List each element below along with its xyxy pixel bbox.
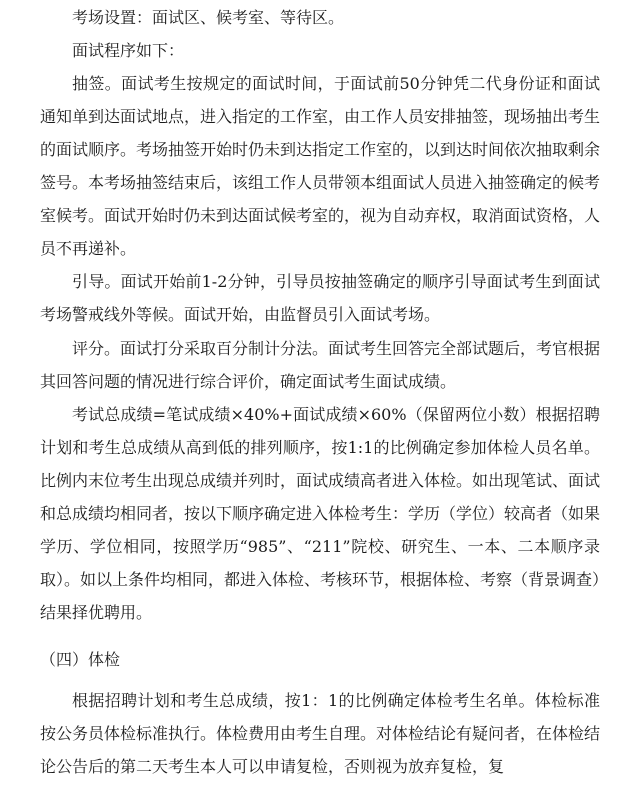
draw-paragraph: 抽签。面试考生按规定的面试时间，于面试前50分钟凭二代身份证和面试通知单到达面试地点，进入指定的工作室，由工作人员安排抽签，现场抽出考生的面试顺序。考场抽签开始时仍未到达指定工作室的，以到达时间依次抽取剩余签号。本考场抽签结束后，该组工作人员带领本组面试人员进入抽签确定的候考室候考。面试开始时仍未到达面试候考室的，视为自动弃权，取消面试资格，人员不再递补。 bbox=[40, 74, 601, 258]
venue-paragraph: 考场设置：面试区、候考室、等待区。 bbox=[72, 8, 345, 27]
score-paragraph: 评分。面试打分采取百分制计分法。面试考生回答完全部试题后，考官根据其回答问题的情况进行综合评价，确定面试考生面试成绩。 bbox=[40, 339, 601, 391]
procedure-intro: 面试程序如下： bbox=[72, 41, 185, 60]
total-score-paragraph: 考试总成绩=笔试成绩×40%+面试成绩×60%（保留两位小数）根据招聘计划和考生总成绩从高到低的排列顺序，按1:1的比例确定参加体检人员名单。比例内末位考生出现总成绩并列时，面试成绩高者进入体检。如出现笔试、面试和总成绩均相同者，按以下顺序确定进入体检考生：学历（学位）较高者（如果学历、学位相同，按照学历“985”、“211”院校、研究生、一本、二本顺序录取）。如以上条件均相同，都进入体检、考核环节，根据体检、考察（背景调查）结果择优聘用。 bbox=[40, 405, 601, 622]
medical-paragraph: 根据招聘计划和考生总成绩，按1：1的比例确定体检考生名单。体检标准按公务员体检标准执行。体检费用由考生自理。对体检结论有疑问者，在体检结论公告后的第二天考生本人可以申请复检，否则视为放弃复检，复 bbox=[40, 691, 601, 776]
section-heading: （四）体检 bbox=[40, 650, 121, 669]
guide-paragraph: 引导。面试开始前1-2分钟，引导员按抽签确定的顺序引导面试考生到面试考场警戒线外等候。面试开始，由监督员引入面试考场。 bbox=[40, 272, 600, 324]
